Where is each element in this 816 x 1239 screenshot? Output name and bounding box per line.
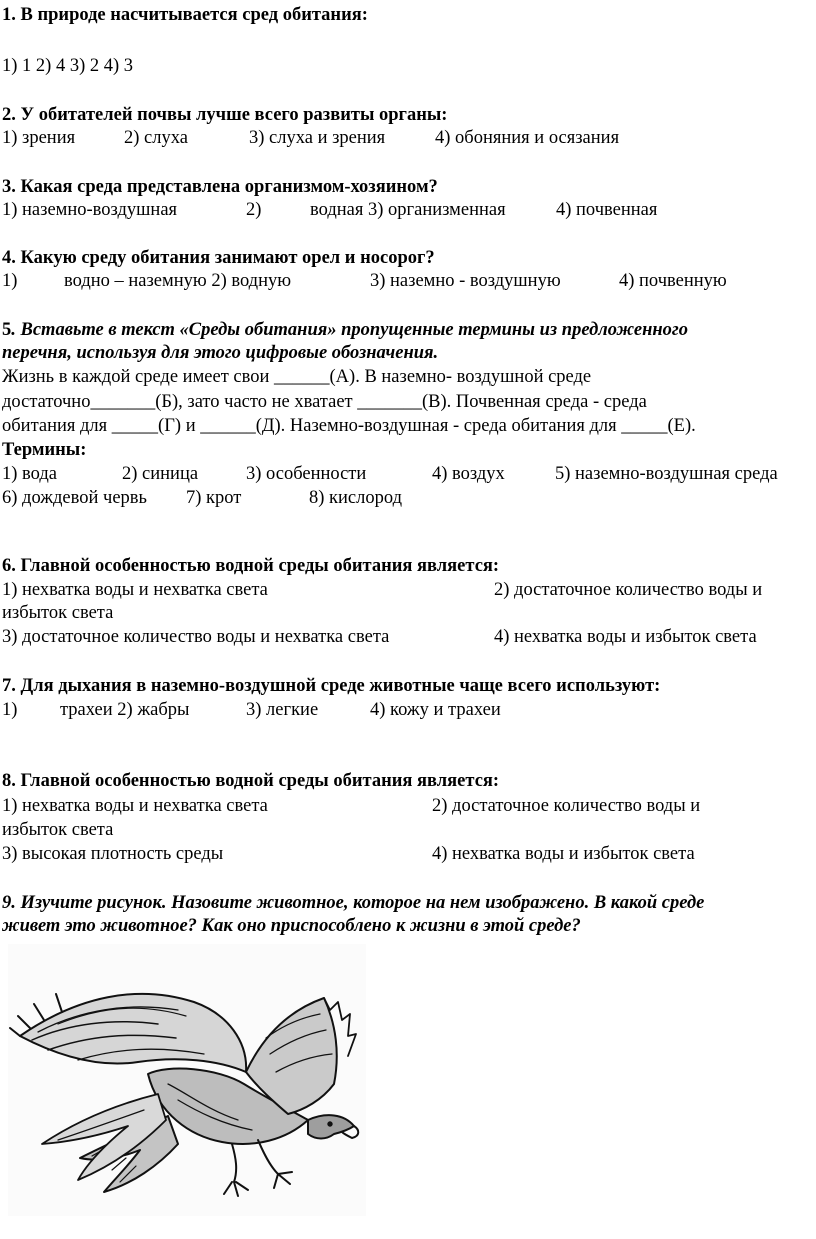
q3-option-3: водная 3) организменная — [310, 200, 506, 220]
q5-term-3: 3) особенности — [246, 464, 367, 484]
q6-option-1: 1) нехватка воды и нехватка света — [2, 580, 268, 600]
q7-title: 7. Для дыхания в наземно-воздушной среде животные чаще всего используют: — [2, 676, 661, 696]
q9-line1: 9. Изучите рисунок. Назовите животное, которое на нем изображено. В какой среде — [2, 893, 705, 913]
q7-option-4: 4) кожу и трахеи — [370, 700, 501, 720]
q3-option-1: 1) наземно-воздушная — [2, 200, 178, 220]
q6-option-2: 2) достаточное количество воды и — [494, 580, 763, 600]
q2-option-4: 4) обоняния и осязания — [435, 128, 620, 148]
q7-option-1: 1) — [2, 700, 18, 720]
q4-option-3: 3) наземно - воздушную — [370, 271, 561, 291]
q5-term-8: 8) кислород — [309, 488, 402, 508]
q2-option-3: 3) слуха и зрения — [249, 128, 386, 148]
q4-title: 4. Какую среду обитания занимают орел и носорог? — [2, 248, 435, 268]
q1-options: 1) 1 2) 4 3) 2 4) 3 — [2, 56, 134, 76]
q5-term-2: 2) синица — [122, 464, 199, 484]
q5-text-line2: достаточно_______(Б), зато часто не хватает _______(В). Почвенная среда - среда — [2, 392, 647, 412]
q5-term-7: 7) крот — [186, 488, 242, 508]
q5-term-6: 6) дождевой червь — [2, 488, 147, 508]
q3-title: 3. Какая среда представлена организмом-хозяином? — [2, 177, 438, 197]
q8-option-2-cont: избыток света — [2, 820, 114, 840]
q5-terms-label: Термины: — [2, 440, 87, 460]
q5-title-line2: перечня, используя для этого цифровые обозначения. — [2, 343, 439, 363]
q4-option-2: водно – наземную 2) водную — [64, 271, 292, 291]
q7-option-2: трахеи 2) жабры — [60, 700, 190, 720]
q2-title: 2. У обитателей почвы лучше всего развиты органы: — [2, 105, 448, 125]
q5-number: 5 — [2, 320, 12, 340]
q4-option-1: 1) — [2, 271, 18, 291]
eagle-drawing — [8, 944, 366, 1216]
q5-title-line1 — [2, 319, 688, 341]
q8-option-3: 3) высокая плотность среды — [2, 844, 224, 864]
q3-option-2: 2) — [246, 200, 262, 220]
q6-option-4: 4) нехватка воды и избыток света — [494, 627, 757, 647]
q5-text-line3: обитания для _____(Г) и ______(Д). Наземно-воздушная - среда обитания для _____(Е). — [2, 416, 696, 436]
q9-line2: живет это животное? Как оно приспособлено к жизни в этой среде? — [2, 916, 581, 936]
eagle-illustration — [8, 944, 366, 1216]
q8-option-2: 2) достаточное количество воды и — [432, 796, 701, 816]
q1-title: 1. В природе насчитывается сред обитания: — [2, 5, 368, 25]
q5-term-5: 5) наземно-воздушная среда — [555, 464, 778, 484]
q5-term-4: 4) воздух — [432, 464, 505, 484]
q5-term-1: 1) вода — [2, 464, 57, 484]
q7-option-3: 3) легкие — [246, 700, 319, 720]
q4-option-4: 4) почвенную — [619, 271, 727, 291]
q6-option-3: 3) достаточное количество воды и нехватка света — [2, 627, 390, 647]
q5-title-text: . Вставьте в текст «Среды обитания» пропущенные термины из предложенного — [11, 320, 688, 340]
q3-option-4: 4) почвенная — [556, 200, 658, 220]
q8-title: 8. Главной особенностью водной среды обитания является: — [2, 771, 500, 791]
q5-text-line1: Жизнь в каждой среде имеет свои ______(А). В наземно- воздушной среде — [2, 367, 592, 387]
q2-option-2: 2) слуха — [124, 128, 188, 148]
q8-option-1: 1) нехватка воды и нехватка света — [2, 796, 268, 816]
q6-option-2-cont: избыток света — [2, 603, 114, 623]
q6-title: 6. Главной особенностью водной среды обитания является: — [2, 556, 500, 576]
q2-option-1: 1) зрения — [2, 128, 76, 148]
q8-option-4: 4) нехватка воды и избыток света — [432, 844, 695, 864]
